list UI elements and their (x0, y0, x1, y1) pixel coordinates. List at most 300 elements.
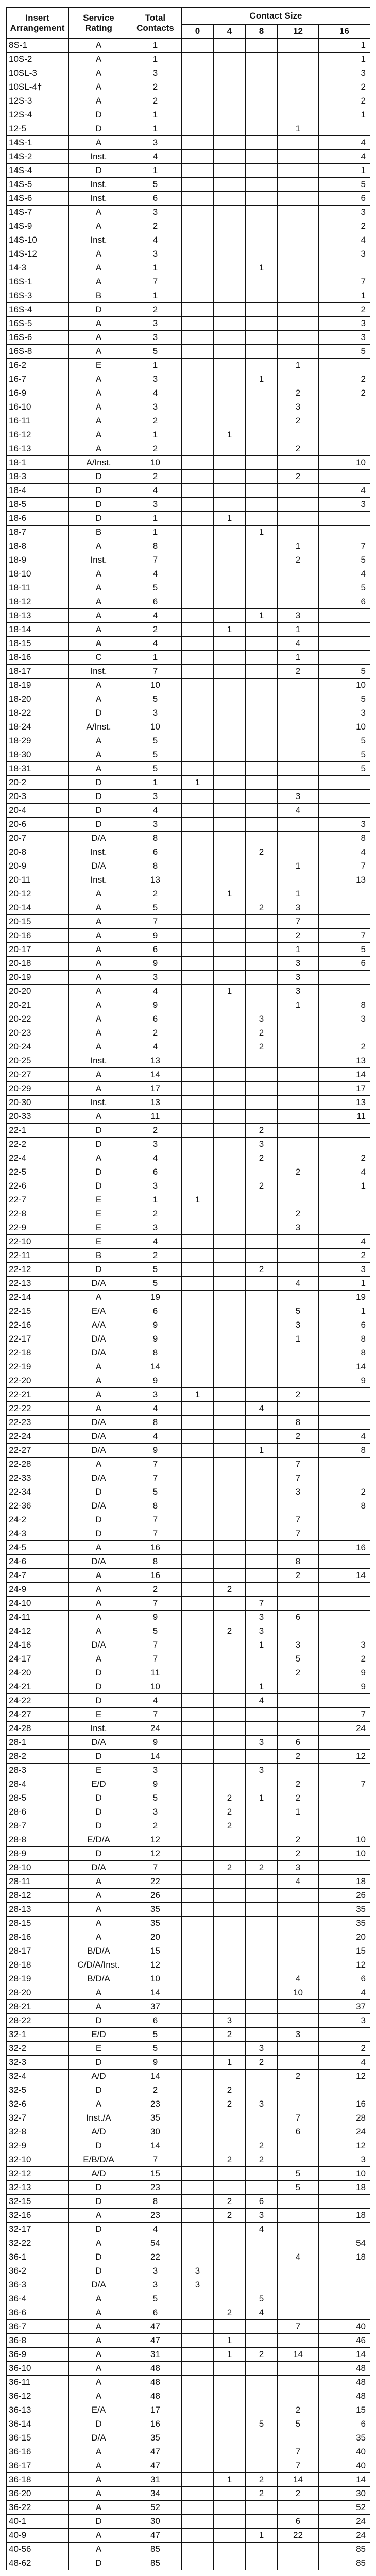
size-16-cell: 3 (319, 1012, 370, 1026)
size-12-cell (278, 1151, 319, 1165)
size-0-cell (182, 2097, 214, 2111)
size-0-cell (182, 1930, 214, 1944)
size-16-cell (319, 1458, 370, 1471)
size-8-cell (246, 2556, 278, 2570)
service-rating-cell: D (69, 1527, 129, 1541)
service-rating-cell: E (69, 1708, 129, 1722)
insert-arrangement-cell: 36-9 (7, 2348, 69, 2362)
size-4-cell (214, 2529, 246, 2543)
size-0-cell (182, 2487, 214, 2501)
insert-arrangement-cell: 32-5 (7, 2083, 69, 2097)
size-0-cell (182, 2403, 214, 2417)
insert-arrangement-cell: 18-12 (7, 595, 69, 609)
size-16-cell: 2 (319, 1151, 370, 1165)
size-4-cell (214, 2403, 246, 2417)
size-0-cell (182, 66, 214, 80)
size-8-cell (246, 943, 278, 957)
table-row (7, 581, 370, 595)
size-16-cell: 6 (319, 595, 370, 609)
table-row (7, 1165, 370, 1179)
service-rating-cell: D/A (69, 1277, 129, 1291)
insert-arrangement-cell: 28-8 (7, 1833, 69, 1847)
size-12-cell (278, 1068, 319, 1082)
size-0-cell (182, 2250, 214, 2264)
size-0-cell (182, 1805, 214, 1819)
table-row (7, 233, 370, 247)
size-12-cell: 1 (278, 539, 319, 553)
size-12-cell: 4 (278, 1277, 319, 1291)
insert-arrangement-cell: 24-20 (7, 1666, 69, 1680)
size-16-cell (319, 1555, 370, 1569)
insert-arrangement-cell: 16-10 (7, 400, 69, 414)
size-8-cell (246, 1054, 278, 1068)
table-row (7, 665, 370, 679)
size-8-cell (246, 484, 278, 498)
total-contacts-cell: 5 (129, 901, 182, 915)
size-12-cell: 1 (278, 623, 319, 637)
service-rating-cell: D (69, 1750, 129, 1764)
size-4-cell (214, 2042, 246, 2056)
table-row (7, 400, 370, 414)
size-4-cell (214, 998, 246, 1012)
size-8-cell (246, 2014, 278, 2028)
size-12-cell: 2 (278, 386, 319, 400)
size-16-cell: 52 (319, 2501, 370, 2515)
insert-arrangement-cell: 20-3 (7, 790, 69, 804)
service-rating-cell: A (69, 1151, 129, 1165)
insert-arrangement-cell: 18-6 (7, 512, 69, 526)
total-contacts-cell: 47 (129, 2445, 182, 2459)
size-16-cell: 28 (319, 2111, 370, 2125)
size-16-cell: 30 (319, 2487, 370, 2501)
size-12-cell (278, 1958, 319, 1972)
size-12-cell (278, 233, 319, 247)
size-12-cell (278, 2556, 319, 2570)
table-row (7, 859, 370, 873)
total-contacts-cell: 1 (129, 512, 182, 526)
insert-arrangement-cell: 16S-6 (7, 331, 69, 345)
size-4-cell (214, 651, 246, 665)
size-12-cell (278, 289, 319, 303)
size-8-cell (246, 150, 278, 164)
size-4-cell (214, 692, 246, 706)
service-rating-cell: Inst./A (69, 2111, 129, 2125)
size-4-cell (214, 553, 246, 567)
header-size-4: 4 (214, 25, 246, 39)
insert-arrangement-cell: 20-24 (7, 1040, 69, 1054)
size-16-cell: 4 (319, 1430, 370, 1444)
size-8-cell (246, 2111, 278, 2125)
size-4-cell (214, 539, 246, 553)
size-4-cell (214, 2543, 246, 2556)
size-8-cell (246, 790, 278, 804)
size-12-cell (278, 164, 319, 178)
table-row (7, 2028, 370, 2042)
size-4-cell (214, 665, 246, 679)
service-rating-cell: D/A (69, 832, 129, 845)
insert-arrangement-cell: 18-31 (7, 762, 69, 776)
service-rating-cell: D (69, 1819, 129, 1833)
size-4-cell (214, 219, 246, 233)
insert-arrangement-cell: 22-1 (7, 1124, 69, 1138)
total-contacts-cell: 1 (129, 261, 182, 275)
size-8-cell (246, 39, 278, 53)
size-12-cell (278, 150, 319, 164)
total-contacts-cell: 7 (129, 1471, 182, 1485)
size-0-cell (182, 1597, 214, 1611)
total-contacts-cell: 8 (129, 1555, 182, 1569)
total-contacts-cell: 7 (129, 1513, 182, 1527)
total-contacts-cell: 2 (129, 94, 182, 108)
size-0-cell (182, 1026, 214, 1040)
size-0-cell (182, 484, 214, 498)
size-8-cell: 5 (246, 2417, 278, 2431)
size-0-cell (182, 748, 214, 762)
insert-arrangement-cell: 22-12 (7, 1263, 69, 1277)
size-0-cell (182, 178, 214, 192)
size-8-cell (246, 1527, 278, 1541)
size-4-cell (214, 734, 246, 748)
size-16-cell: 1 (319, 108, 370, 122)
size-16-cell: 3 (319, 2153, 370, 2167)
insert-arrangement-cell: 32-12 (7, 2167, 69, 2181)
service-rating-cell: D/A (69, 859, 129, 873)
table-row (7, 359, 370, 372)
insert-arrangement-cell: 14S-1 (7, 136, 69, 150)
table-row (7, 526, 370, 539)
size-4-cell: 2 (214, 2097, 246, 2111)
size-16-cell: 3 (319, 317, 370, 331)
size-8-cell (246, 915, 278, 929)
service-rating-cell: A (69, 261, 129, 275)
size-12-cell: 3 (278, 971, 319, 985)
table-row (7, 873, 370, 887)
size-12-cell: 1 (278, 651, 319, 665)
service-rating-cell: D/A (69, 1555, 129, 1569)
size-4-cell (214, 39, 246, 53)
total-contacts-cell: 7 (129, 1458, 182, 1471)
table-row (7, 1346, 370, 1360)
size-12-cell: 2 (278, 1388, 319, 1402)
total-contacts-cell: 5 (129, 734, 182, 748)
total-contacts-cell: 10 (129, 1680, 182, 1694)
insert-arrangement-cell: 20-20 (7, 985, 69, 998)
size-8-cell (246, 2362, 278, 2376)
size-4-cell (214, 1875, 246, 1889)
size-12-cell (278, 136, 319, 150)
size-8-cell (246, 1805, 278, 1819)
size-12-cell: 2 (278, 1791, 319, 1805)
size-4-cell: 1 (214, 512, 246, 526)
size-0-cell (182, 2167, 214, 2181)
total-contacts-cell: 10 (129, 456, 182, 470)
insert-arrangement-cell: 28-18 (7, 1958, 69, 1972)
size-12-cell: 2 (278, 2403, 319, 2417)
service-rating-cell: D (69, 1666, 129, 1680)
insert-arrangement-cell: 16-2 (7, 359, 69, 372)
size-0-cell (182, 1624, 214, 1638)
size-16-cell: 1 (319, 1304, 370, 1318)
insert-arrangement-cell: 28-3 (7, 1764, 69, 1777)
service-rating-cell: D (69, 2014, 129, 2028)
service-rating-cell: A (69, 2543, 129, 2556)
service-rating-cell: D (69, 2556, 129, 2570)
header-size-0: 0 (182, 25, 214, 39)
service-rating-cell: A (69, 943, 129, 957)
size-16-cell (319, 400, 370, 414)
size-4-cell (214, 1569, 246, 1583)
insert-arrangement-cell: 28-1 (7, 1736, 69, 1750)
size-8-cell (246, 887, 278, 901)
size-16-cell (319, 1583, 370, 1597)
insert-arrangement-cell: 18-29 (7, 734, 69, 748)
size-16-cell: 10 (319, 1833, 370, 1847)
table-row (7, 776, 370, 790)
size-4-cell (214, 1193, 246, 1207)
size-4-cell (214, 1777, 246, 1791)
table-row (7, 1263, 370, 1277)
size-8-cell (246, 1165, 278, 1179)
size-12-cell: 4 (278, 804, 319, 818)
size-0-cell (182, 2236, 214, 2250)
insert-arrangement-cell: 18-16 (7, 651, 69, 665)
total-contacts-cell: 1 (129, 108, 182, 122)
insert-arrangement-cell: 36-20 (7, 2487, 69, 2501)
insert-arrangement-cell: 16-12 (7, 428, 69, 442)
size-8-cell: 2 (246, 2056, 278, 2070)
size-16-cell: 12 (319, 2070, 370, 2083)
size-4-cell (214, 2070, 246, 2083)
insert-arrangement-cell: 20-9 (7, 859, 69, 873)
insert-arrangement-cell: 28-15 (7, 1917, 69, 1930)
insert-arrangement-cell: 22-23 (7, 1416, 69, 1430)
size-12-cell (278, 1903, 319, 1917)
size-12-cell: 7 (278, 2111, 319, 2125)
size-8-cell: 3 (246, 2042, 278, 2056)
size-12-cell (278, 372, 319, 386)
total-contacts-cell: 3 (129, 498, 182, 512)
size-4-cell (214, 470, 246, 484)
size-4-cell (214, 2445, 246, 2459)
size-0-cell (182, 456, 214, 470)
size-4-cell (214, 1889, 246, 1903)
size-4-cell: 1 (214, 985, 246, 998)
size-0-cell (182, 1944, 214, 1958)
service-rating-cell: A (69, 1082, 129, 1096)
size-8-cell (246, 2515, 278, 2529)
service-rating-cell: Inst. (69, 665, 129, 679)
service-rating-cell: D (69, 470, 129, 484)
size-16-cell: 4 (319, 136, 370, 150)
size-8-cell (246, 1374, 278, 1388)
table-row (7, 692, 370, 706)
size-12-cell: 6 (278, 2515, 319, 2529)
size-16-cell: 5 (319, 178, 370, 192)
total-contacts-cell: 7 (129, 1527, 182, 1541)
size-12-cell (278, 66, 319, 80)
total-contacts-cell: 24 (129, 1722, 182, 1736)
size-12-cell (278, 2097, 319, 2111)
total-contacts-cell: 5 (129, 762, 182, 776)
size-12-cell (278, 108, 319, 122)
insert-arrangement-cell: 36-16 (7, 2445, 69, 2459)
size-0-cell (182, 2459, 214, 2473)
table-row (7, 345, 370, 359)
table-row (7, 1374, 370, 1388)
size-4-cell (214, 233, 246, 247)
table-row (7, 971, 370, 985)
size-16-cell (319, 2083, 370, 2097)
size-0-cell (182, 1638, 214, 1652)
size-8-cell (246, 2028, 278, 2042)
table-row (7, 957, 370, 971)
size-0-cell (182, 428, 214, 442)
table-row (7, 192, 370, 206)
size-0-cell (182, 2139, 214, 2153)
table-row (7, 1485, 370, 1499)
size-0-cell (182, 581, 214, 595)
size-4-cell (214, 748, 246, 762)
size-4-cell (214, 845, 246, 859)
insert-arrangement-cell: 28-21 (7, 2000, 69, 2014)
insert-arrangement-cell: 20-19 (7, 971, 69, 985)
table-row (7, 2515, 370, 2529)
service-rating-cell: D/A (69, 1346, 129, 1360)
size-16-cell: 1 (319, 289, 370, 303)
size-8-cell (246, 762, 278, 776)
insert-arrangement-cell: 24-5 (7, 1541, 69, 1555)
size-4-cell (214, 164, 246, 178)
size-0-cell (182, 539, 214, 553)
table-row (7, 94, 370, 108)
size-0-cell (182, 2556, 214, 2570)
size-4-cell (214, 178, 246, 192)
size-0-cell (182, 1569, 214, 1583)
insert-arrangement-cell: 20-29 (7, 1082, 69, 1096)
size-4-cell (214, 1388, 246, 1402)
service-rating-cell: A (69, 345, 129, 359)
size-0-cell (182, 1694, 214, 1708)
total-contacts-cell: 4 (129, 1235, 182, 1249)
insert-arrangement-cell: 28-11 (7, 1875, 69, 1889)
service-rating-cell: D (69, 1124, 129, 1138)
size-16-cell (319, 1791, 370, 1805)
service-rating-cell: D/A (69, 1499, 129, 1513)
insert-arrangement-cell: 36-2 (7, 2264, 69, 2278)
insert-arrangement-cell: 28-10 (7, 1861, 69, 1875)
service-rating-cell: D/A (69, 2431, 129, 2445)
table-row (7, 2236, 370, 2250)
size-8-cell (246, 929, 278, 943)
table-row (7, 331, 370, 345)
header-rating-line1: Service (83, 12, 114, 23)
table-row (7, 512, 370, 526)
size-12-cell (278, 2209, 319, 2223)
size-12-cell: 5 (278, 2167, 319, 2181)
insert-arrangement-cell: 22-28 (7, 1458, 69, 1471)
insert-arrangement-cell: 14S-9 (7, 219, 69, 233)
size-12-cell (278, 1819, 319, 1833)
size-0-cell (182, 985, 214, 998)
size-4-cell (214, 1638, 246, 1652)
size-4-cell (214, 1708, 246, 1722)
size-0-cell (182, 651, 214, 665)
table-row (7, 2139, 370, 2153)
size-16-cell (319, 1527, 370, 1541)
size-8-cell: 2 (246, 1026, 278, 1040)
size-4-cell (214, 1263, 246, 1277)
insert-arrangement-cell: 28-13 (7, 1903, 69, 1917)
table-row (7, 2070, 370, 2083)
size-12-cell: 1 (278, 887, 319, 901)
size-4-cell (214, 818, 246, 832)
table-row (7, 470, 370, 484)
size-4-cell: 1 (214, 2348, 246, 2362)
size-12-cell: 7 (278, 915, 319, 929)
total-contacts-cell: 3 (129, 2264, 182, 2278)
size-12-cell: 1 (278, 998, 319, 1012)
size-12-cell (278, 1235, 319, 1249)
size-4-cell (214, 1249, 246, 1263)
size-12-cell (278, 1193, 319, 1207)
total-contacts-cell: 9 (129, 998, 182, 1012)
table-row (7, 498, 370, 512)
size-8-cell (246, 219, 278, 233)
size-0-cell (182, 1235, 214, 1249)
insert-arrangement-cell: 20-27 (7, 1068, 69, 1082)
table-row (7, 1722, 370, 1736)
service-rating-cell: A (69, 734, 129, 748)
total-contacts-cell: 9 (129, 1611, 182, 1624)
total-contacts-cell: 5 (129, 748, 182, 762)
service-rating-cell: D (69, 2195, 129, 2209)
insert-arrangement-cell: 22-19 (7, 1360, 69, 1374)
service-rating-cell: D (69, 790, 129, 804)
size-8-cell (246, 2445, 278, 2459)
service-rating-cell: A (69, 581, 129, 595)
size-8-cell (246, 386, 278, 400)
size-16-cell: 6 (319, 957, 370, 971)
size-16-cell: 4 (319, 1986, 370, 2000)
size-8-cell (246, 832, 278, 845)
size-16-cell (319, 2195, 370, 2209)
service-rating-cell: E (69, 2042, 129, 2056)
size-0-cell (182, 1527, 214, 1541)
size-12-cell: 2 (278, 1777, 319, 1791)
total-contacts-cell: 9 (129, 1374, 182, 1388)
size-12-cell: 3 (278, 985, 319, 998)
insert-arrangement-cell: 24-2 (7, 1513, 69, 1527)
service-rating-cell: E/D (69, 2028, 129, 2042)
insert-arrangement-cell: 24-28 (7, 1722, 69, 1736)
size-4-cell: 1 (214, 2473, 246, 2487)
total-contacts-cell: 17 (129, 1082, 182, 1096)
size-8-cell: 1 (246, 526, 278, 539)
table-row (7, 1791, 370, 1805)
insert-arrangement-cell: 48-62 (7, 2556, 69, 2570)
table-row (7, 1777, 370, 1791)
insert-arrangement-cell: 22-6 (7, 1179, 69, 1193)
size-8-cell: 4 (246, 1694, 278, 1708)
total-contacts-cell: 2 (129, 80, 182, 94)
size-16-cell (319, 2264, 370, 2278)
insert-arrangement-cell: 20-7 (7, 832, 69, 845)
size-8-cell: 2 (246, 1861, 278, 1875)
size-16-cell: 3 (319, 2014, 370, 2028)
total-contacts-cell: 10 (129, 720, 182, 734)
size-4-cell (214, 359, 246, 372)
table-row (7, 484, 370, 498)
